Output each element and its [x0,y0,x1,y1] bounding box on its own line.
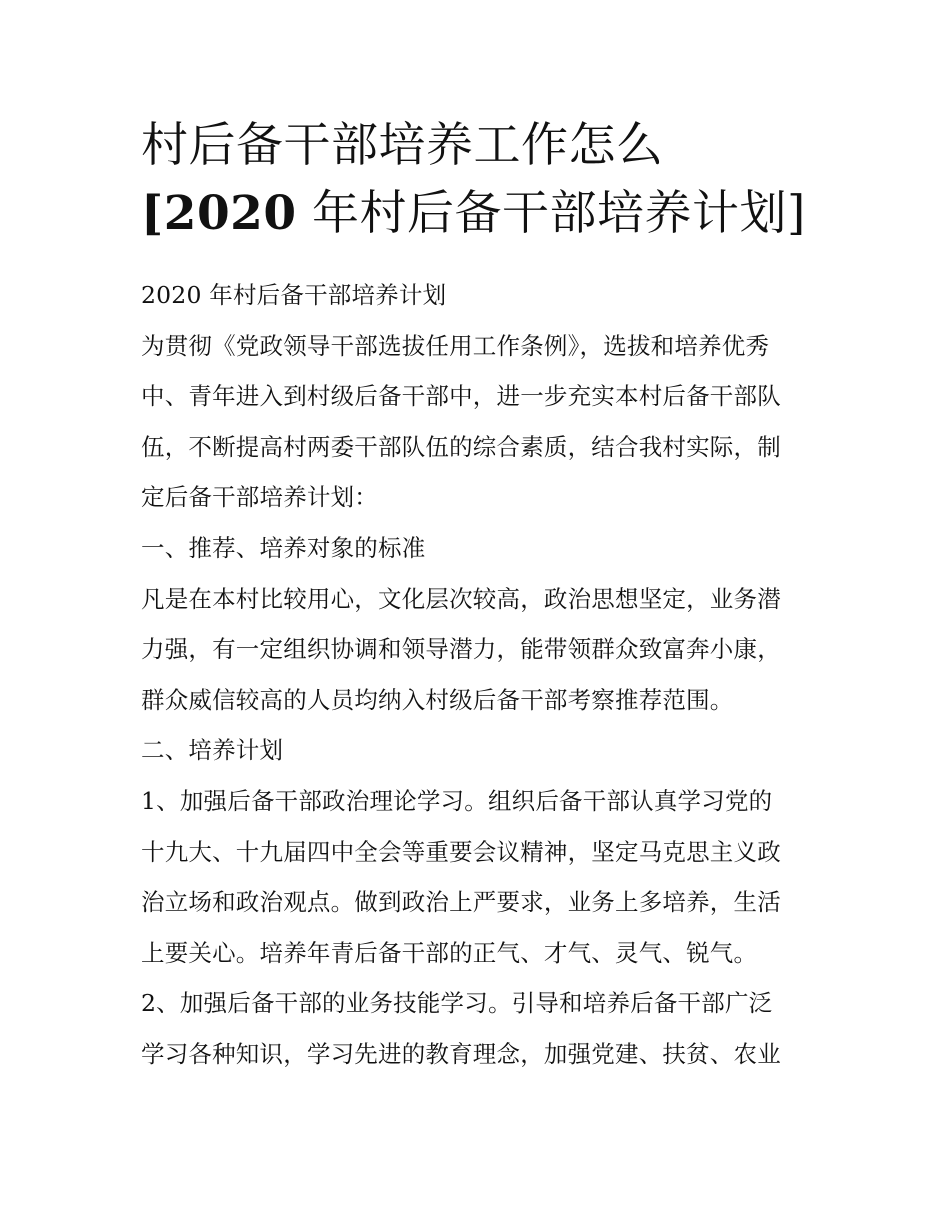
document-body [141,270,821,1080]
body-line: 十九大、十九届四中全会等重要会议精神，坚定马克思主义政 [141,837,781,866]
body-line: 凡是在本村比较用心，文化层次较高，政治思想坚定，业务潜 [141,584,781,613]
title-line-2 [141,180,821,248]
body-line: 1、加强后备干部政治理论学习。组织后备干部认真学习党的 [141,786,773,815]
body-line: 上要关心。培养年青后备干部的正气、才气、灵气、锐气。 [141,938,758,967]
body-line: 为贯彻《党政领导干部选拔任用工作条例》，选拔和培养优秀 [141,331,770,360]
title-line-1: 村后备干部培养工作怎么 [141,118,664,173]
section-heading: 二、培养计划 [141,736,284,765]
body-line: 中、青年进入到村级后备干部中，进一步充实本村后备干部队 [141,382,781,411]
section-heading: 一、推荐、培养对象的标准 [141,533,426,562]
body-line: 治立场和政治观点。做到政治上严要求，业务上多培养，生活 [141,888,781,917]
title-year-bracket: [2020 [141,186,297,241]
document-page [141,112,821,1080]
body-line: 伍，不断提高村两委干部队伍的综合素质，结合我村实际，制 [141,432,781,461]
title-line-2-text: 年村后备干部培养计划] [312,186,806,241]
body-line: 群众威信较高的人员均纳入村级后备干部考察推荐范围。 [141,685,734,714]
body-line: 2020 年村后备干部培养计划 [141,281,447,309]
body-line: 2、加强后备干部的业务技能学习。引导和培养后备干部广泛 [141,989,773,1018]
document-title [141,112,821,248]
body-line: 定后备干部培养计划： [141,483,378,512]
body-line: 学习各种知识，学习先进的教育理念，加强党建、扶贫、农业 [141,1039,781,1068]
body-line: 力强，有一定组织协调和领导潜力，能带领群众致富奔小康， [141,635,781,664]
